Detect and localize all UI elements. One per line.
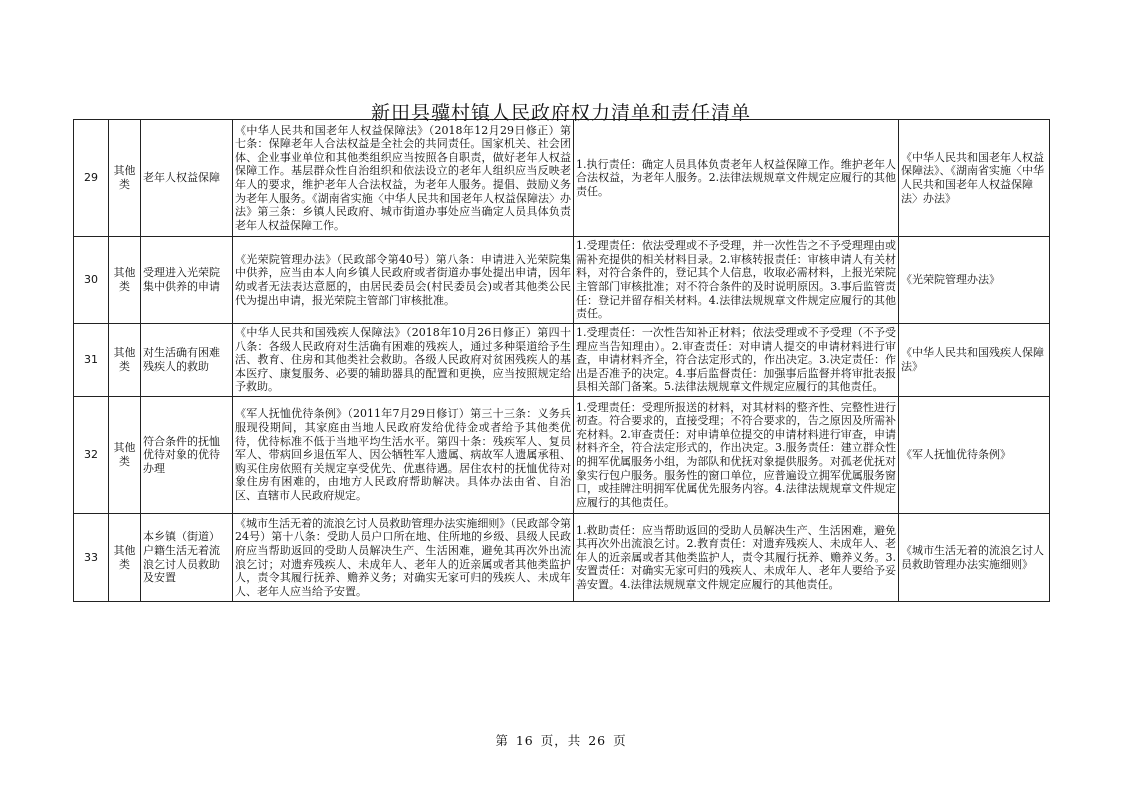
category-cell: 其他类 — [109, 324, 141, 397]
power-list-table — [73, 119, 1050, 602]
law-reference-cell: 《中华人民共和国老年人权益保障法》、《湖南省实施〈中华人民共和国老年人权益保障法〉办法》 — [899, 120, 1050, 237]
footer-prefix: 第 — [495, 733, 509, 748]
table-row — [74, 324, 1050, 397]
item-name-cell: 受理进入光荣院集中供养的申请 — [141, 237, 233, 324]
row-number: 33 — [74, 514, 109, 602]
law-reference-cell: 《军人抚恤优待条例》 — [899, 397, 1050, 514]
table-row — [74, 397, 1050, 514]
item-name-cell: 符合条件的抚恤优待对象的优待办理 — [141, 397, 233, 514]
category-cell: 其他类 — [109, 237, 141, 324]
table-row — [74, 120, 1050, 237]
legal-basis-cell: 《中华人民共和国老年人权益保障法》（2018年12月29日修正）第七条：保障老年人合法权益是全社会的共同责任。国家机关、社会团体、企业事业单位和其他类组织应当按照各自职责，做好老年人权益保障工作。基层群众性自治组织和依法设立的老年人组织应当反映老年人的要求，维护老年人合法权益，为老年人服务。提倡、鼓励义务为老年人服务。《湖南省实施〈中华人民共和国老年人权益保障法〉办法》第三条：乡镇人民政府、城市街道办事处应当确定人员具体负责老年人权益保障工作。 — [233, 120, 574, 237]
footer-middle: 页，共 — [540, 733, 582, 748]
legal-basis-cell: 《军人抚恤优待条例》（2011年7月29日修订）第三十三条：义务兵服现役期间，其家庭由当地人民政府发给优待金或者给予其他类优待，优待标准不低于当地平均生活水平。第四十条：残疾军人、复员军人、带病回乡退伍军人、因公牺牲军人遗属、病故军人遗属承租、购买住房依照有关规定享受优先、优惠待遇。居住农村的抚恤优待对象住房有困难的，由地方人民政府帮助解决。具体办法由省、自治区、直辖市人民政府规定。 — [233, 397, 574, 514]
row-number: 29 — [74, 120, 109, 237]
responsibility-cell: 1.受理责任：一次性告知补正材料；依法受理或不予受理（不予受理应当告知理由）。2.审查责任：对申请人提交的申请材料进行审查，申请材料齐全，符合法定形式的，作出决定。3.决定责任：作出是否准予的决定。4.事后监督责任：加强事后监督并将审批表报县相关部门备案。5.法律法规规章文件规定应履行的其他责任。 — [574, 324, 899, 397]
law-reference-cell: 《光荣院管理办法》 — [899, 237, 1050, 324]
responsibility-cell: 1.执行责任：确定人员具体负责老年人权益保障工作。维护老年人合法权益，为老年人服务。2.法律法规规章文件规定应履行的其他责任。 — [574, 120, 899, 237]
category-cell: 其他类 — [109, 120, 141, 237]
responsibility-cell: 1.受理责任：依法受理或不予受理，并一次性告之不予受理理由或需补充提供的相关材料目录。2.审核转报责任：审核申请人有关材料，对符合条件的，登记其个人信息，收取必需材料，上报光荣院主管部门审核批准；对不符合条件的及时说明原因。3.事后监管责任：登记并留存相关材料。4.法律法规规章文件规定应履行的其他责任。 — [574, 237, 899, 324]
total-page-count: 26 — [588, 733, 607, 748]
responsibility-cell: 1.救助责任：应当帮助返回的受助人员解决生产、生活困难，避免其再次外出流浪乞讨。2.教育责任：对遗弃残疾人、未成年人、老年人的近亲属或者其他类监护人，责令其履行抚养、赡养义务。3.安置责任：对确实无家可归的残疾人、未成年人、老年人要给予妥善安置。4.法律法规规章文件规定应履行的其他责任。 — [574, 514, 899, 602]
legal-basis-cell: 《光荣院管理办法》（民政部令第40号）第八条：申请进入光荣院集中供养，应当由本人向乡镇人民政府或者街道办事处提出申请，因年幼或者无法表达意愿的，由居民委员会(村民委员会)或者其他类公民代为提出申请，报光荣院主管部门审核批准。 — [233, 237, 574, 324]
legal-basis-cell: 《城市生活无着的流浪乞讨人员救助管理办法实施细则》（民政部令第24号）第十八条：受助人员户口所在地、住所地的乡级、县级人民政府应当帮助返回的受助人员解决生产、生活困难，避免其再次外出流浪乞讨；对遗弃残疾人、未成年人、老年人的近亲属或者其他类监护人，责令其履行抚养、赡养义务；对确实无家可归的残疾人、未成年人、老年人应当给予安置。 — [233, 514, 574, 602]
table-row — [74, 514, 1050, 602]
row-number: 31 — [74, 324, 109, 397]
page-title: 新田县骥村镇人民政府权力清单和责任清单 — [370, 102, 751, 124]
responsibility-cell: 1.受理责任：受理所报送的材料，对其材料的整齐性、完整性进行初查。符合要求的，直接受理；不符合要求的，告之原因及所需补充材料。2.审查责任：对申请单位提交的申请材料进行审查，申请材料齐全，符合法定形式的，作出决定。3.服务责任：建立群众性的拥军优属服务小组，为部队和优抚对象提供服务。对孤老优抚对象实行包户服务。服务性的窗口单位，应普遍设立拥军优属服务窗口，或挂牌注明拥军优属优先服务内容。4.法律法规规章文件规定应履行的其他责任。 — [574, 397, 899, 514]
category-cell: 其他类 — [109, 514, 141, 602]
footer-suffix: 页 — [613, 733, 627, 748]
row-number: 32 — [74, 397, 109, 514]
row-number: 30 — [74, 237, 109, 324]
legal-basis-cell: 《中华人民共和国残疾人保障法》（2018年10月26日修正）第四十八条：各级人民政府对生活确有困难的残疾人，通过多种渠道给予生活、教育、住房和其他类社会救助。各级人民政府对贫困残疾人的基本医疗、康复服务、必要的辅助器具的配置和更换，应当按照规定给予救助。 — [233, 324, 574, 397]
table-row — [74, 237, 1050, 324]
current-page-number: 16 — [515, 733, 534, 748]
page-footer — [0, 731, 1122, 749]
item-name-cell: 老年人权益保障 — [141, 120, 233, 237]
law-reference-cell: 《城市生活无着的流浪乞讨人员救助管理办法实施细则》 — [899, 514, 1050, 602]
item-name-cell: 本乡镇（街道）户籍生活无着流浪乞讨人员救助及安置 — [141, 514, 233, 602]
law-reference-cell: 《中华人民共和国残疾人保障法》 — [899, 324, 1050, 397]
item-name-cell: 对生活确有困难残疾人的救助 — [141, 324, 233, 397]
category-cell: 其他类 — [109, 397, 141, 514]
